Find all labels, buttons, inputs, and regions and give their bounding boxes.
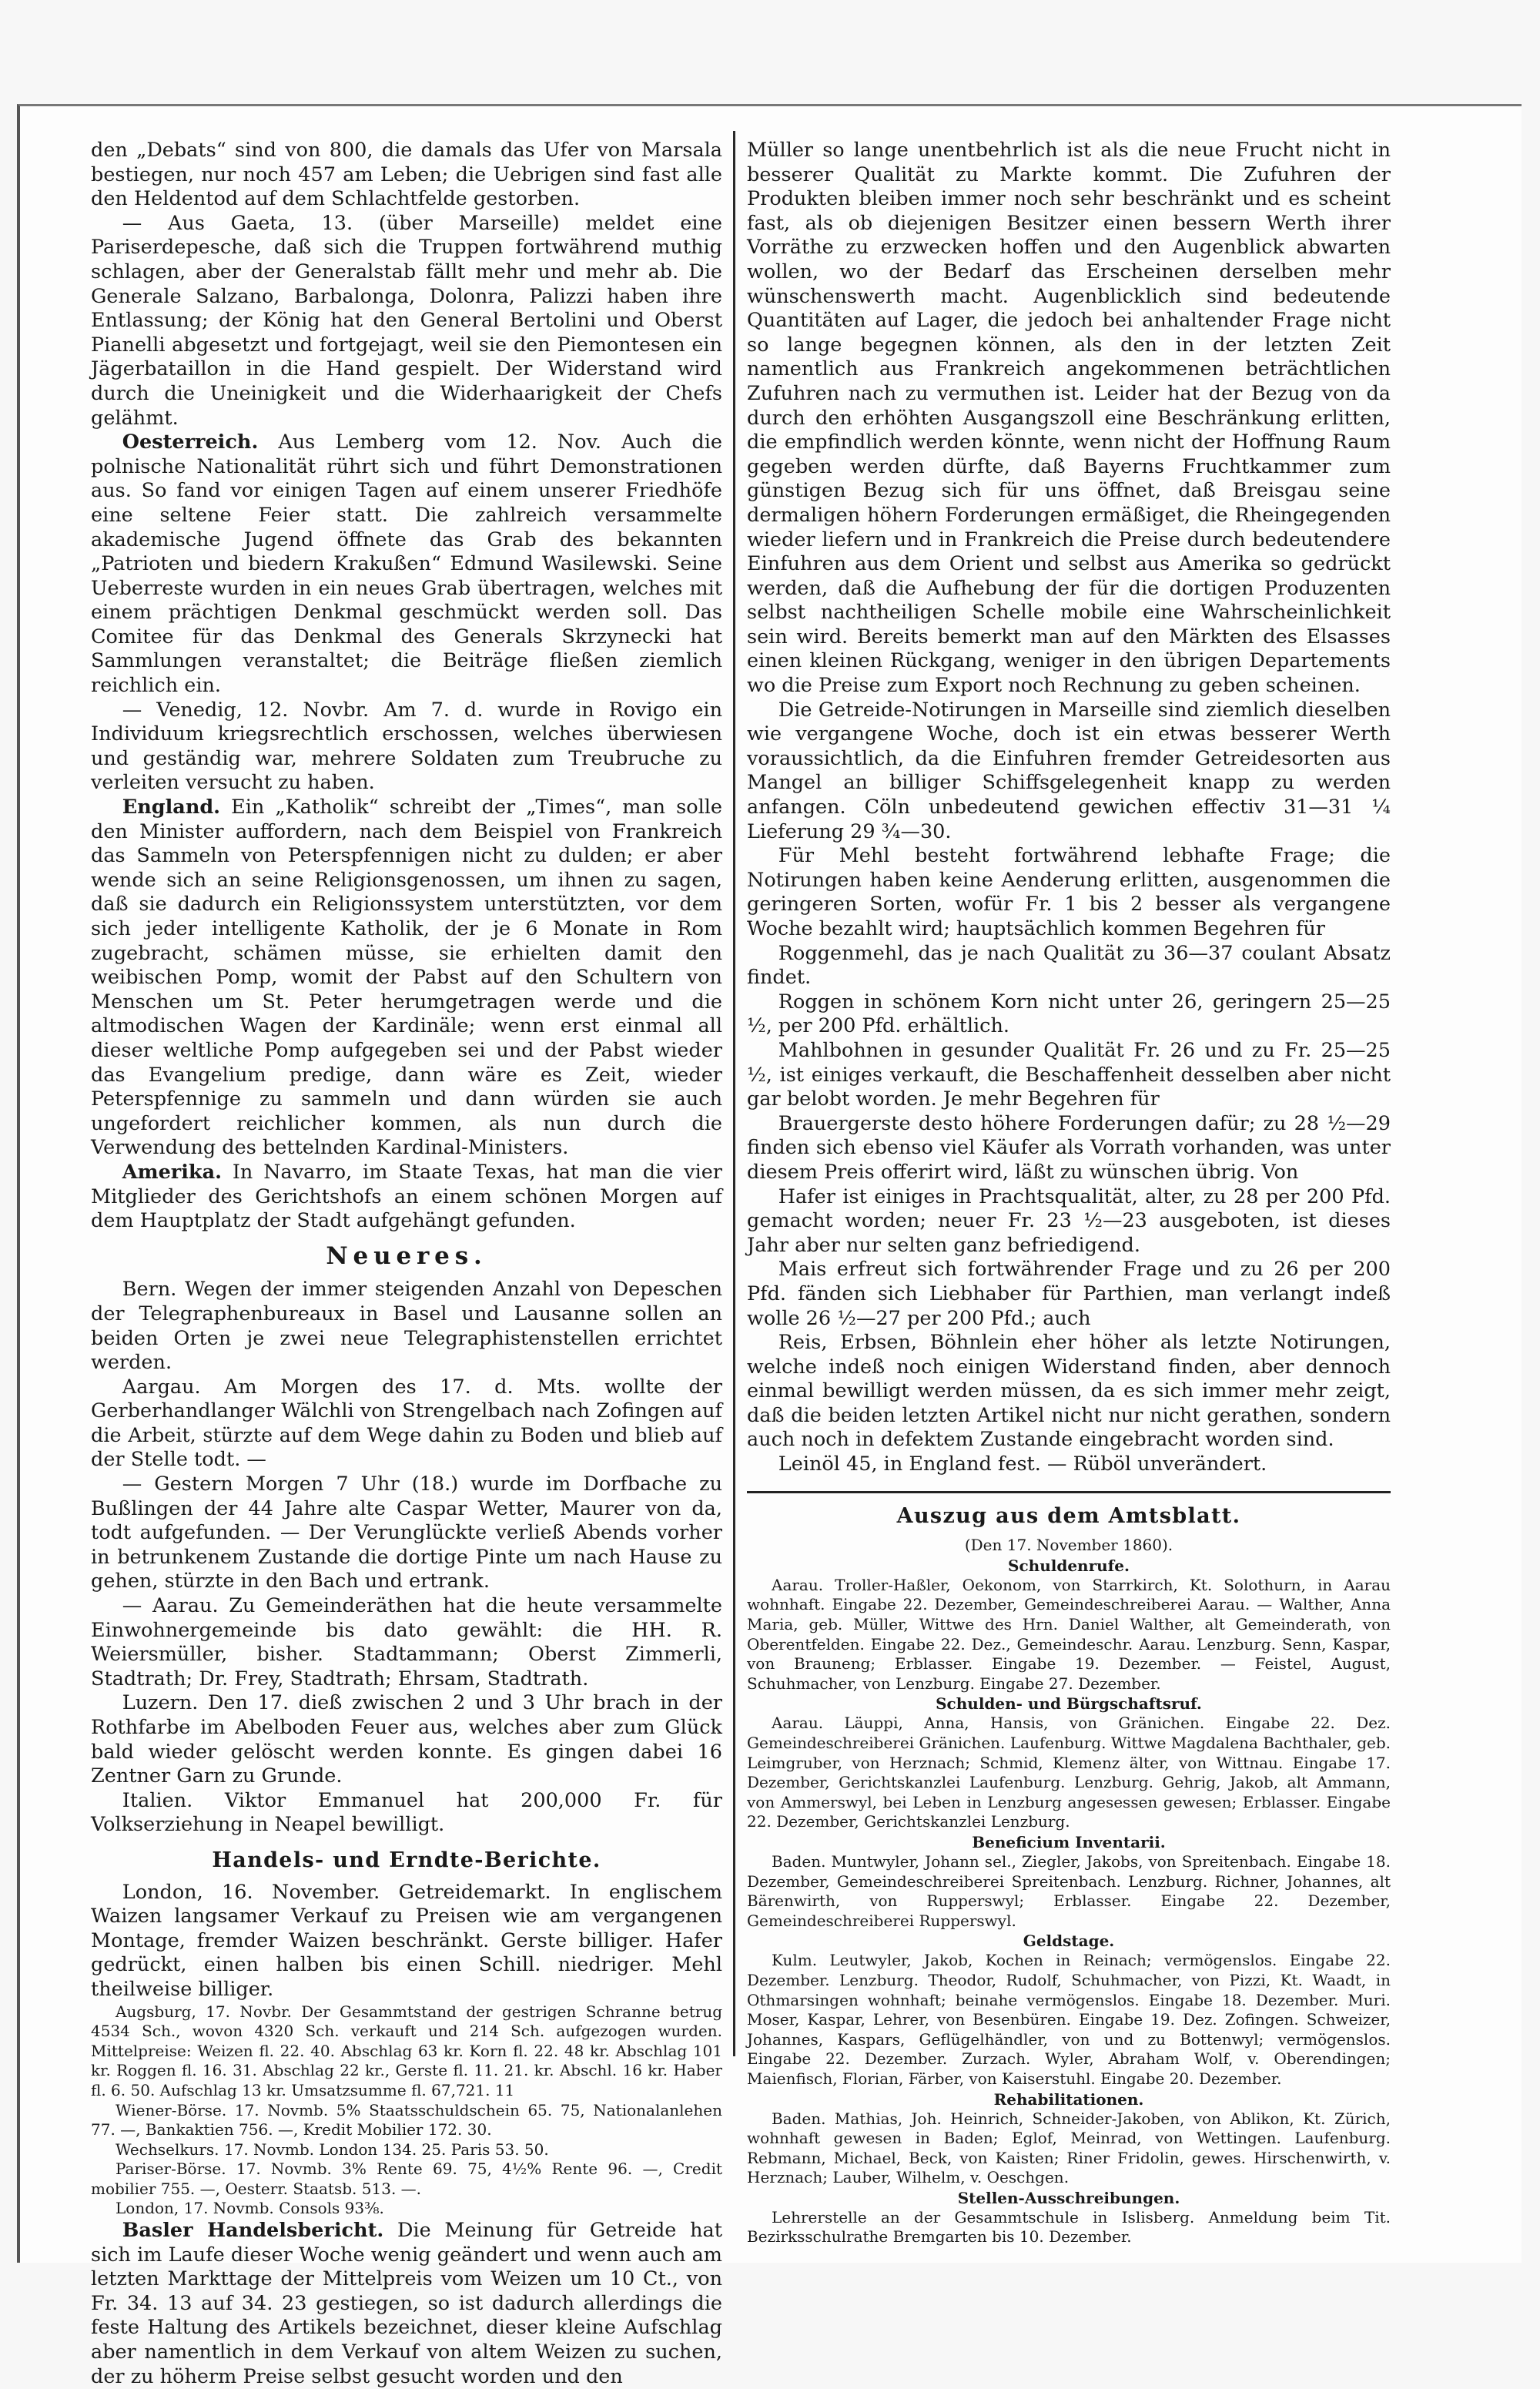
section-heading: Oesterreich. <box>122 431 259 454</box>
article-amerika <box>91 1161 722 1234</box>
article-paragraph: Müller so lange unentbehrlich ist als die neue Frucht nicht in besserer Qualität zu Markte kommt. Die Zufuhren der Produkten bleiben immer noch sehr beschränkt und es scheint fast, als ob diejenigen Besitzer einen bessern Werth ihrer Vorräthe zu erzwecken hoffen und den Augenblick abwarten wollen, wo der Bedarf das Erscheinen derselben mehr wünschenswerth macht. Augenblicklich sind bedeutende Quantitäten auf Lager, die jedoch bei anhaltender Frage nicht so lange begegnen können, als den in der letzten Zeit namentlich aus Frankreich angekommenen beträchtlichen Zufuhren nach zu vermuthen ist. Leider hat der Bezug von da durch den erhöhten Ausgangszoll eine Beschränkung erlitten, die empfindlich werden könnte, wenn nicht der Hoffnung Raum gegeben werden dürfte, daß Bayerns Fruchtkammer zum günstigen Bezug sich für uns öffnet, daß Breisgau seine dermaligen höhern Forderungen ermäßiget, die Rheingegenden wieder liefern und in Frankreich die Preise durch bedeutendere Einfuhren aus dem Orient und selbst aus Amerika so gedrückt werden, daß die Aufhebung der für die dortigen Produzenten selbst nachtheiligen Schelle mobile eine Wahrscheinlichkeit sein wird. Bereits bemerkt man auf den Märkten des Elsasses einen kleinen Rückgang, weniger in den übrigen Departements wo die Preise zum Export noch Rechnung zu geben scheinen. <box>747 139 1391 698</box>
article-text: Aus Lemberg vom 12. Nov. Auch die polnische Nationalität rührt sich und führt Demonstrationen aus. So fand vor einigen Tagen auf einem unserer Friedhöfe eine seltene Feier statt. Die zahlreich versammelte akademische Jugend öffnete das Grab des bekannten „Patrioten und biedern Krakußen“ Edmund Wasilewski. Seine Ueberreste wurden in ein neues Grab übertragen, welches mit einem prächtigen Denkmal geschmückt werden soll. Das Comitee für das Denkmal des Generals Skrzynecki hat Sammlungen veranstaltet; die Beiträge fließen ziemlich reichlich ein. <box>91 431 722 698</box>
article-paragraph: Roggen in schönem Korn nicht unter 26, geringern 25—25 ½, per 200 Pfd. erhältlich. <box>747 990 1391 1038</box>
market-report: Wechselkurs. 17. Novmb. London 134. 25. Paris 53. 50. <box>116 2139 549 2159</box>
article-text: In Navarro, im Staate Texas, hat man die vier Mitglieder des Gerichtshofs an einem schönen Morgen auf dem Hauptplatz der Stadt aufgehängt gefunden. <box>91 1160 723 1233</box>
column-divider <box>733 131 735 2056</box>
article-oesterreich <box>91 431 722 699</box>
subsection-heading: Geldstage. <box>1023 1932 1115 1951</box>
amtsblatt-date: (Den 17. November 1860). <box>964 1536 1173 1555</box>
article-paragraph: Leinöl 45, in England fest. — Rüböl unverändert. <box>778 1452 1267 1476</box>
article-paragraph: Reis, Erbsen, Böhnlein eher höher als letzte Notirungen, welche indeß noch einigen Widerstand finden, aber dennoch einmal bewilligt werden müssen, da es sich immer mehr zeigt, daß die beiden letzten Artikel nicht nur nicht gerathen, sondern auch noch in defektem Zustande eingebracht worden sind. <box>747 1331 1391 1452</box>
article-paragraph: Mahlbohnen in gesunder Qualität Fr. 26 und zu Fr. 25—25 ½, ist einiges verkauft, die Beschaffenheit desselben aber nicht gar belobt worden. Je mehr Begehren für <box>747 1038 1391 1111</box>
market-report: London, 17. Novmb. Consols 93⅜. <box>116 2199 384 2218</box>
section-title-amtsblatt: Auszug aus dem Amtsblatt. <box>896 1503 1241 1528</box>
market-report: Augsburg, 17. Novbr. Der Gesammtstand der gestrigen Schranne betrug 4534 Sch., wovon 4320 Sch. verkauft und 214 Sch. aufgezogen wurden. Mittelpreise: Weizen fl. 22. 40. Abschlag 63 kr. Korn fl. 22. 48 kr. Abschlag 101 kr. Roggen fl. 16. 31. Abschlag 22 kr., Gerste fl. 11. 21. kr. Abschl. 16 kr. Haber fl. 6. 50. Aufschlag 13 kr. Umsatzsumme fl. 67,721. 11 <box>91 2002 722 2099</box>
market-report: Pariser-Börse. 17. Novmb. 3% Rente 69. 75, 4½% Rente 96. —, Credit mobilier 755. —, Oesterr. Staatsb. 513. —. <box>91 2159 722 2198</box>
news-item: Luzern. Den 17. dieß zwischen 2 und 3 Uhr brach in der Rothfarbe im Abelboden Feuer aus, welches aber zum Glück bald wieder gelöscht werden konnte. Es gingen dabei 16 Zentner Garn zu Grunde. <box>91 1691 722 1788</box>
article-england <box>91 796 722 1161</box>
right-column <box>747 139 1391 2247</box>
section-rule <box>747 1491 1391 1493</box>
article-paragraph: Die Getreide-Notirungen in Marseille sind ziemlich dieselben wie vergangene Woche, doch ist ein etwas besserer Werth voraussichtlich, da die Einfuhren fremder Getreidesorten aus Mangel an billiger Schiffsgelegenheit knapp zu werden anfangen. Cöln unbedeutend gewichen effectiv 31—31 ¼ Lieferung 29 ¾—30. <box>747 698 1391 843</box>
news-item: Aargau. Am Morgen des 17. d. Mts. wollte der Gerberhandlanger Wälchli von Strengelbach nach Zofingen auf die Arbeit, stürzte auf dem Wege dahin zu Boden und blieb auf der Stelle todt. — <box>91 1375 722 1472</box>
notice-text: Aarau. Troller-Haßler, Oekonom, von Starrkirch, Kt. Solothurn, in Aarau wohnhaft. Eingabe 22. Dezember, Gemeindeschreiberei Aarau. — Walther, Anna Maria, geb. Müller, Wittwe des Hrn. Daniel Walther, alt Gemeinderath, von Oberentfelden. Eingabe 22. Dez., Gemeindeschr. Aarau. Lenzburg. Senn, Kaspar, von Brauneng; Erblasser. Eingabe 19. Dezember. — Feistel, August, Schuhmacher, von Lenzburg. Eingabe 27. Dezember. <box>747 1575 1391 1693</box>
notice-text: Lehrerstelle an der Gesammtschule in Islisberg. Anmeldung beim Tit. Bezirksschulrathe Bremgarten bis 10. Dezember. <box>747 2207 1391 2247</box>
article-text: Die Meinung für Getreide hat sich im Laufe dieser Woche wenig geändert und wenn auch am letzten Markttage der Mittelpreis vom Weizen um 10 Ct., von Fr. 34. 13 auf 34. 23 gestiegen, so ist dadurch allerdings die feste Haltung des Artikels bezeichnet, dieser kleine Aufschlag aber namentlich in dem Verkauf von altem Weizen zu suchen, der zu höherm Preise selbst gesucht worden und den <box>91 2219 723 2388</box>
section-title-handelsberichte: Handels- und Erndte-Berichte. <box>212 1848 601 1872</box>
article-paragraph: Für Mehl besteht fortwährend lebhafte Frage; die Notirungen haben keine Aenderung erlitten, ausgenommen die geringeren Sorten, wofür Fr. 1 bis 2 besser als vergangene Woche bezahlt wird; hauptsächlich kommen Begehren für <box>747 844 1391 940</box>
article-paragraph: den „Debats“ sind von 800, die damals das Ufer von Marsala bestiegen, nur noch 457 am Leben; die Uebrigen sind fast alle den Heldentod auf dem Schlachtfelde gestorben. <box>91 139 722 211</box>
news-item: — Aarau. Zu Gemeinderäthen hat die heute versammelte Einwohnergemeinde bis dato gewählt: die HH. R. Weiersmüller, bisher. Stadtammann; Oberst Zimmerli, Stadtrath; Dr. Frey, Stadtrath; Ehrsam, Stadtrath. <box>91 1594 722 1690</box>
notice-text: Aarau. Läuppi, Anna, Hansis, von Gränichen. Eingabe 22. Dez. Gemeindeschreiberei Gränichen. Laufenburg. Wittwe Magdalena Bachthaler, geb. Leimgruber, von Herznach; Schmid, Klemenz älter, von Wittnau. Eingabe 17. Dezember, Gerichtskanzlei Laufenburg. Lenzburg. Gehrig, Jakob, alt Ammann, von Ammerswyl, bei Leben in Lenzburg angesessen gewesen; Erblasser. Eingabe 22. Dezember, Gerichtskanzlei Lenzburg. <box>747 1714 1391 1831</box>
article-paragraph: Roggenmehl, das je nach Qualität zu 36—37 coulant Absatz findet. <box>747 941 1391 990</box>
article-paragraph: Brauergerste desto höhere Forderungen dafür; zu 28 ½—29 finden sich ebenso viel Käufer als Vorrath vorhanden, was unter diesem Preis offerirt wird, läßt zu wünschen übrig. Von <box>747 1111 1391 1184</box>
article-text: Ein „Katholik“ schreibt der „Times“, man solle den Minister auffordern, nach dem Beispiel von Frankreich das Sammeln von Peterspfennigen nicht zu dulden; er aber wende sich an seine Religionsgenossen, um ihnen zu sagen, daß sie dadurch ein Religionssystem unterstützten, vor dem sich jeder intelligente Katholik, der je 6 Monate in Rom zugebracht, schämen müsse, sie erhielten damit den weibischen Pomp, womit der Pabst auf den Schultern von Menschen um St. Peter herumgetragen werde und die altmodischen Wagen der Kardinäle; wenn erst einmal all dieser weltliche Pomp aufgegeben sei und der Pabst wieder das Evangelium predige, dann wäre es Zeit, wieder Peterspfennige zu sammeln und dann würden sie auch ungefordert reichlicher kommen, als nun durch die Verwendung des bettelnden Kardinal-Ministers. <box>91 796 722 1160</box>
section-heading: Amerika. <box>122 1160 222 1184</box>
section-heading: Basler Handelsbericht. <box>122 2219 384 2243</box>
news-item: Bern. Wegen der immer steigenden Anzahl von Depeschen der Telegraphenbureaux in Basel und Lausanne sollen an beiden Orten je zwei neue Telegraphistenstellen errichtet werden. <box>91 1278 722 1375</box>
market-report: London, 16. November. Getreidemarkt. In englischem Waizen langsamer Verkauf zu Preisen wie am vergangenen Montage, fremder Waizen beschränkt. Gerste billiger. Hafer gedrückt, einen halben bis einen Schill. niedriger. Mehl theilweise billiger. <box>91 1880 722 2001</box>
notice-text: Kulm. Leutwyler, Jakob, Kochen in Reinach; vermögenslos. Eingabe 22. Dezember. Lenzburg. Theodor, Rudolf, Schuhmacher, von Pizzi, Kt. Waadt, in Othmarsingen wohnhaft; beinahe vermögenslos. Eingabe 18. Dezember. Muri. Moser, Kaspar, Lehrer, von Besenbüren. Eingabe 19. Dez. Zofingen. Schweizer, Johannes, Kaspars, Geflügelhändler, von und zu Bottenwyl; vermögenslos. Eingabe 22. Dezember. Zurzach. Wyler, Abraham Wolf, v. Oberendingen; Maienfisch, Florian, Färber, von Kaiserstuhl. Eingabe 20. Dezember. <box>747 1951 1391 2088</box>
market-report: Wiener-Börse. 17. Novmb. 5% Staatsschuldschein 65. 75, Nationalanlehen 77. —, Bankaktien 756. —, Kredit Mobilier 172. 30. <box>91 2100 722 2139</box>
left-column <box>91 139 722 2389</box>
article-paragraph: Hafer ist einiges in Prachtsqualität, alter, zu 28 per 200 Pfd. gemacht worden; neuer Fr. 23 ½—23 ausgeboten, ist dieses Jahr aber nur selten ganz befriedigend. <box>747 1184 1391 1257</box>
article-paragraph: — Aus Gaeta, 13. (über Marseille) meldet eine Pariserdepesche, daß sich die Truppen fortwährend muthig schlagen, aber der Generalstab fällt mehr und mehr ab. Die Generale Salzano, Barbalonga, Dolonra, Palizzi haben ihre Entlassung; der König hat den General Bertolini und Oberst Pianelli abgesetzt und fortgejagt, weil sie den Piemontesen ein Jägerbataillon in die Hand gespielt. Der Widerstand wird durch die Uneinigkeit und die Widerhaarigkeit der Chefs gelähmt. <box>91 211 722 430</box>
subsection-heading: Schuldenrufe. <box>1008 1556 1130 1575</box>
notice-text: Baden. Muntwyler, Johann sel., Ziegler, Jakobs, von Spreitenbach. Eingabe 18. Dezember, Gemeindeschreiberei Spreitenbach. Lenzburg. Richner, Johannes, alt Bärenwirth, von Rupperswyl; Erblasser. Eingabe 22. Dezember, Gemeindeschreiberei Rupperswyl. <box>747 1851 1391 1930</box>
article-paragraph: — Venedig, 12. Novbr. Am 7. d. wurde in Rovigo ein Individuum kriegsrechtlich erschossen, welches überwiesen und geständig war, mehrere Soldaten zum Treubruche zu verleiten versucht zu haben. <box>91 698 722 795</box>
news-item: Italien. Viktor Emmanuel hat 200,000 Fr. für Volkserziehung in Neapel bewilligt. <box>91 1788 722 1837</box>
section-title-neueres: Neueres. <box>326 1241 487 1270</box>
subsection-heading: Rehabilitationen. <box>993 2089 1144 2109</box>
notice-text: Baden. Mathias, Joh. Heinrich, Schneider-Jakoben, von Ablikon, Kt. Zürich, wohnhaft gewesen in Baden; Eglof, Meinrad, von Wettingen. Laufenburg. Rebmann, Michael, Beck, von Kaisten; Riner Fridolin, gewes. Hirschenwirth, v. Herznach; Lauber, Wilhelm, v. Oeschgen. <box>747 2109 1391 2187</box>
article-paragraph: Mais erfreut sich fortwährender Frage und zu 26 per 200 Pfd. fänden sich Liebhaber für Parthien, man verlangt indeß wolle 26 ½—27 per 200 Pfd.; auch <box>747 1258 1391 1330</box>
subsection-heading: Schulden- und Bürgschaftsruf. <box>936 1694 1202 1714</box>
subsection-heading: Stellen-Ausschreibungen. <box>957 2188 1180 2207</box>
article-basler <box>91 2219 722 2389</box>
news-item: — Gestern Morgen 7 Uhr (18.) wurde im Dorfbache zu Bußlingen der 44 Jahre alte Caspar Wetter, Maurer von da, todt aufgefunden. — Der Verunglückte verließ Abends vorher in betrunkenem Zustande die dortige Pinte um nach Hause zu gehen, stürzte in den Bach und ertrank. <box>91 1473 722 1593</box>
subsection-heading: Beneficium Inventarii. <box>972 1832 1166 1851</box>
section-heading: England. <box>122 796 221 819</box>
